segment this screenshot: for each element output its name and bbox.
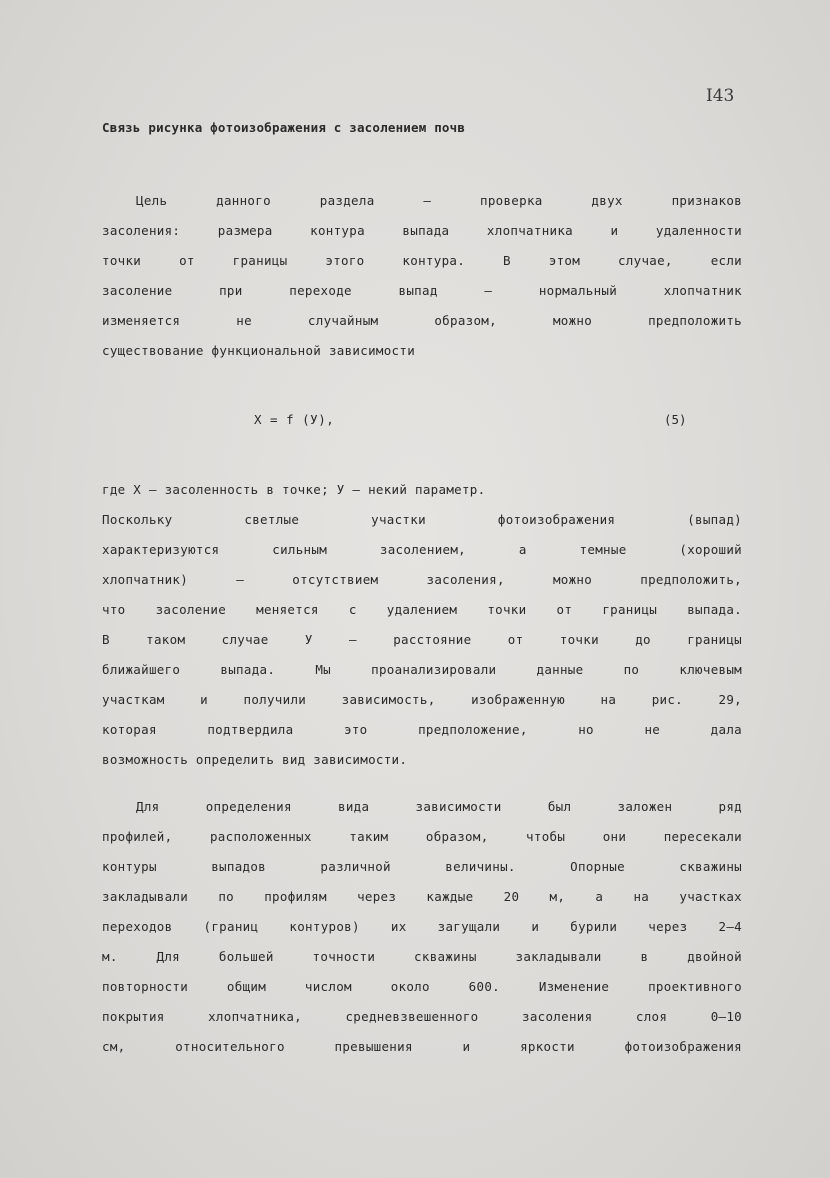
text-line: Для определения вида зависимости был заложен ряд xyxy=(136,799,742,814)
text-line: где X – засоленность в точке; У – некий параметр. xyxy=(102,482,486,497)
paragraph-method xyxy=(102,792,742,1062)
text-line: В таком случае У – расстояние от точки до границы xyxy=(102,632,742,647)
text-line: контуры выпадов различной величины. Опорные скважины xyxy=(102,859,742,874)
text-line: закладывали по профилям через каждые 20 м, а на участках xyxy=(102,889,742,904)
text-line: засоления: размера контура выпада хлопчатника и удаленности xyxy=(102,223,742,238)
text-line: характеризуются сильным засолением, а темные (хороший xyxy=(102,542,742,557)
text-line: профилей, расположенных таким образом, чтобы они пересекали xyxy=(102,829,742,844)
page-number: I43 xyxy=(706,86,735,106)
formula-number: (5) xyxy=(664,412,687,427)
formula-expression: X = f (У), xyxy=(254,412,335,427)
text-line: участкам и получили зависимость, изображенную на рис. 29, xyxy=(102,692,742,707)
text-line: засоление при переходе выпад – нормальный хлопчатник xyxy=(102,283,742,298)
section-heading: Связь рисунка фотоизображения с засолением почв xyxy=(102,120,466,135)
text-line: см, относительного превышения и яркости фотоизображения xyxy=(102,1039,742,1054)
paragraph-intro xyxy=(102,186,742,366)
text-line: хлопчатник) – отсутствием засоления, можно предположить, xyxy=(102,572,742,587)
text-line: м. Для большей точности скважины закладывали в двойной xyxy=(102,949,742,964)
text-line: повторности общим числом около 600. Изменение проективного xyxy=(102,979,742,994)
text-line: покрытия хлопчатника, средневзвешенного засоления слоя 0–10 xyxy=(102,1009,742,1024)
text-line: которая подтвердила это предположение, но не дала xyxy=(102,722,742,737)
text-line: что засоление меняется с удалением точки от границы выпада. xyxy=(102,602,742,617)
text-line: Поскольку светлые участки фотоизображения (выпад) xyxy=(102,512,742,527)
text-line: переходов (границ контуров) их загущали и бурили через 2–4 xyxy=(102,919,742,934)
text-line: точки от границы этого контура. В этом случае, если xyxy=(102,253,742,268)
text-line: ближайшего выпада. Мы проанализировали данные по ключевым xyxy=(102,662,742,677)
text-line: возможность определить вид зависимости. xyxy=(102,752,408,767)
text-line: Цель данного раздела – проверка двух признаков xyxy=(136,193,742,208)
text-line: существование функциональной зависимости xyxy=(102,343,416,358)
text-line: изменяется не случайным образом, можно предположить xyxy=(102,313,742,328)
paragraph-explanation xyxy=(102,475,742,775)
